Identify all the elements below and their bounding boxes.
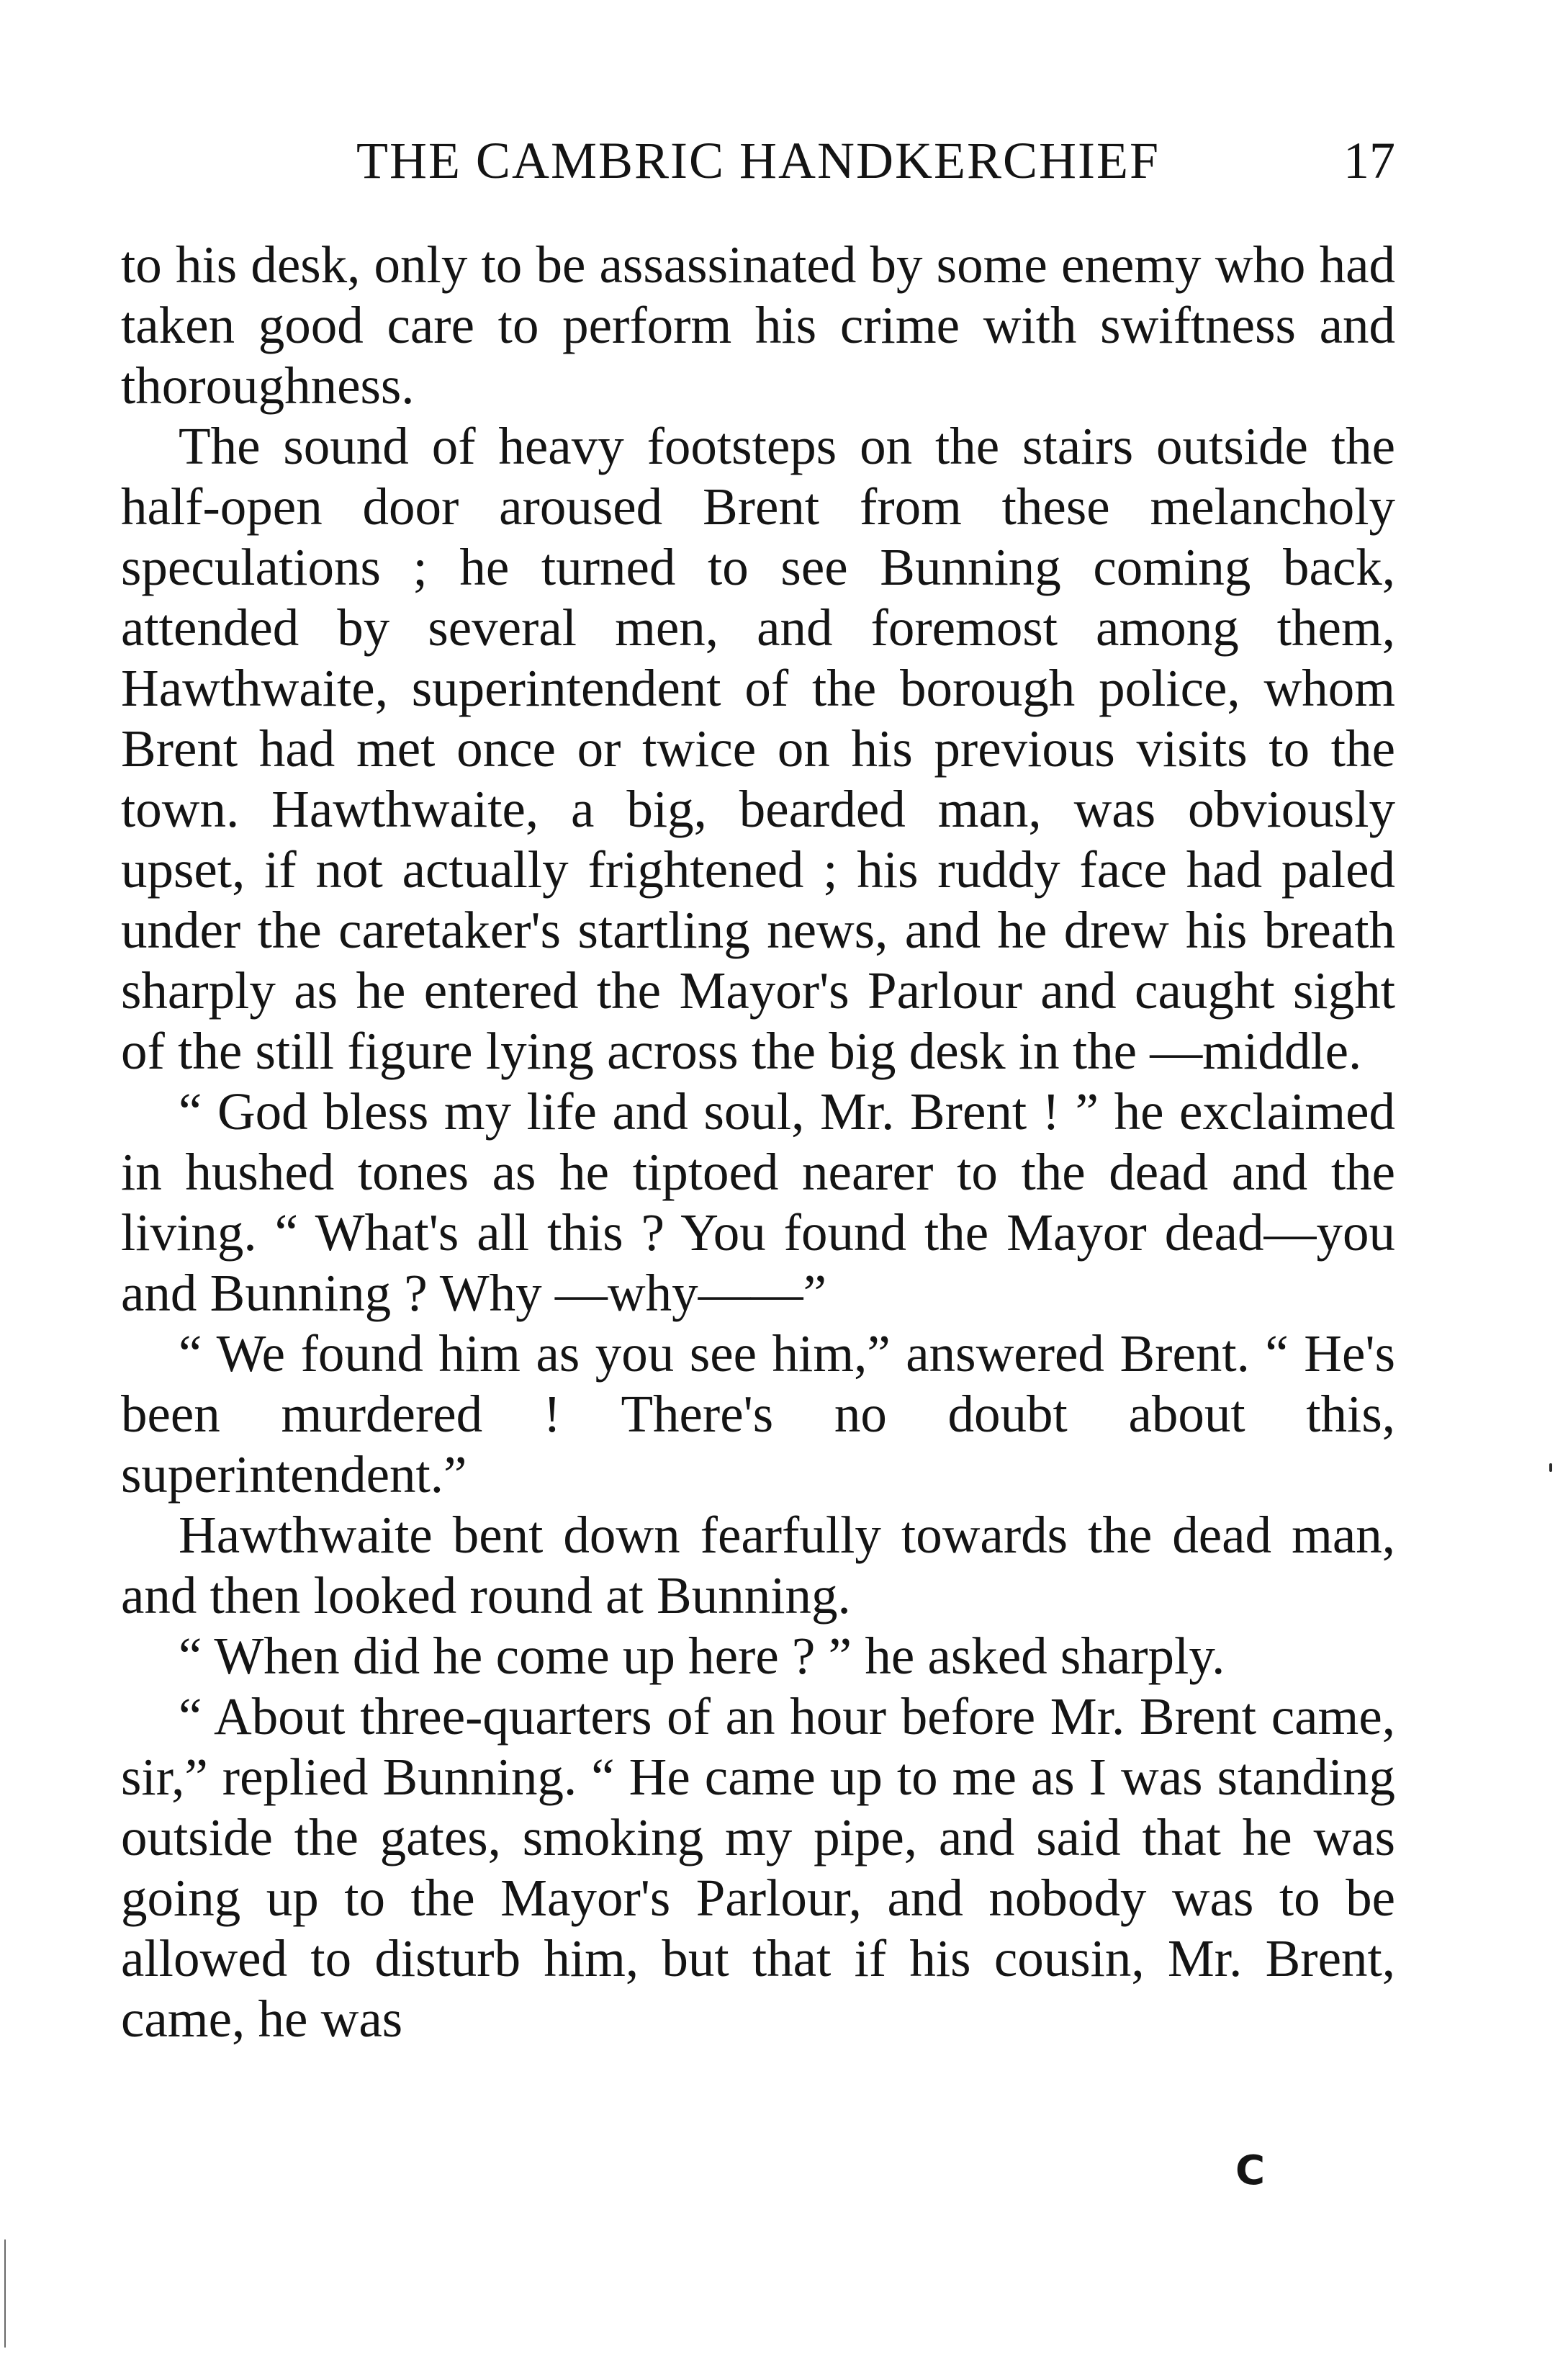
paragraph: “ God bless my life and soul, Mr. Brent ! ” he exclaimed in hushed tones as he tiptoed nearer to the dead and the living. “ What's all this ? You found the Mayor dead—you and Bunning ? Why —why——” [121, 1082, 1395, 1322]
signature-mark: C [1235, 2147, 1266, 2194]
paragraph: to his desk, only to be assassinated by some enemy who had taken good care to perform his crime with swiftness and thoroughness. [121, 235, 1395, 415]
running-head [121, 121, 1395, 200]
paragraph: The sound of heavy footsteps on the stairs outside the half-open door aroused Brent from these melancholy speculations ; he turned to see Bunning coming back, attended by several men, and foremost among them, Hawthwaite, superintendent of the borough police, whom Brent had met once or twice on his previous visits to the town. Hawthwaite, a big, bearded man, was obviously upset, if not actually frightened ; his ruddy face had paled under the caretaker's startling news, and he drew his breath sharply as he entered the Mayor's Parlour and caught sight of the still figure lying across the big desk in the —middle. [121, 417, 1395, 1080]
page-number: 17 [1343, 132, 1395, 189]
page-edge-line [4, 2240, 6, 2348]
paragraph: “ When did he come up here ? ” he asked sharply. [179, 1627, 1225, 1685]
paragraph: “ We found him as you see him,” answered Brent. “ He's been murdered ! There's no doubt about this, superintendent.” [121, 1324, 1395, 1504]
paragraph: “ About three-quarters of an hour before Mr. Brent came, sir,” replied Bunning. “ He came up to me as I was standing outside the gates, smoking my pipe, and said that he was going up to the Mayor's Parlour, and nobody was to be allowed to disturb him, but that if his cousin, Mr. Brent, came, he was [121, 1687, 1395, 2048]
paragraph: Hawthwaite bent down fearfully towards the dead man, and then looked round at Bunning. [121, 1506, 1395, 1625]
body-text [121, 235, 1395, 2049]
running-title: THE CAMBRIC HANDKERCHIEF [356, 132, 1161, 189]
print-speck [1549, 1463, 1552, 1472]
